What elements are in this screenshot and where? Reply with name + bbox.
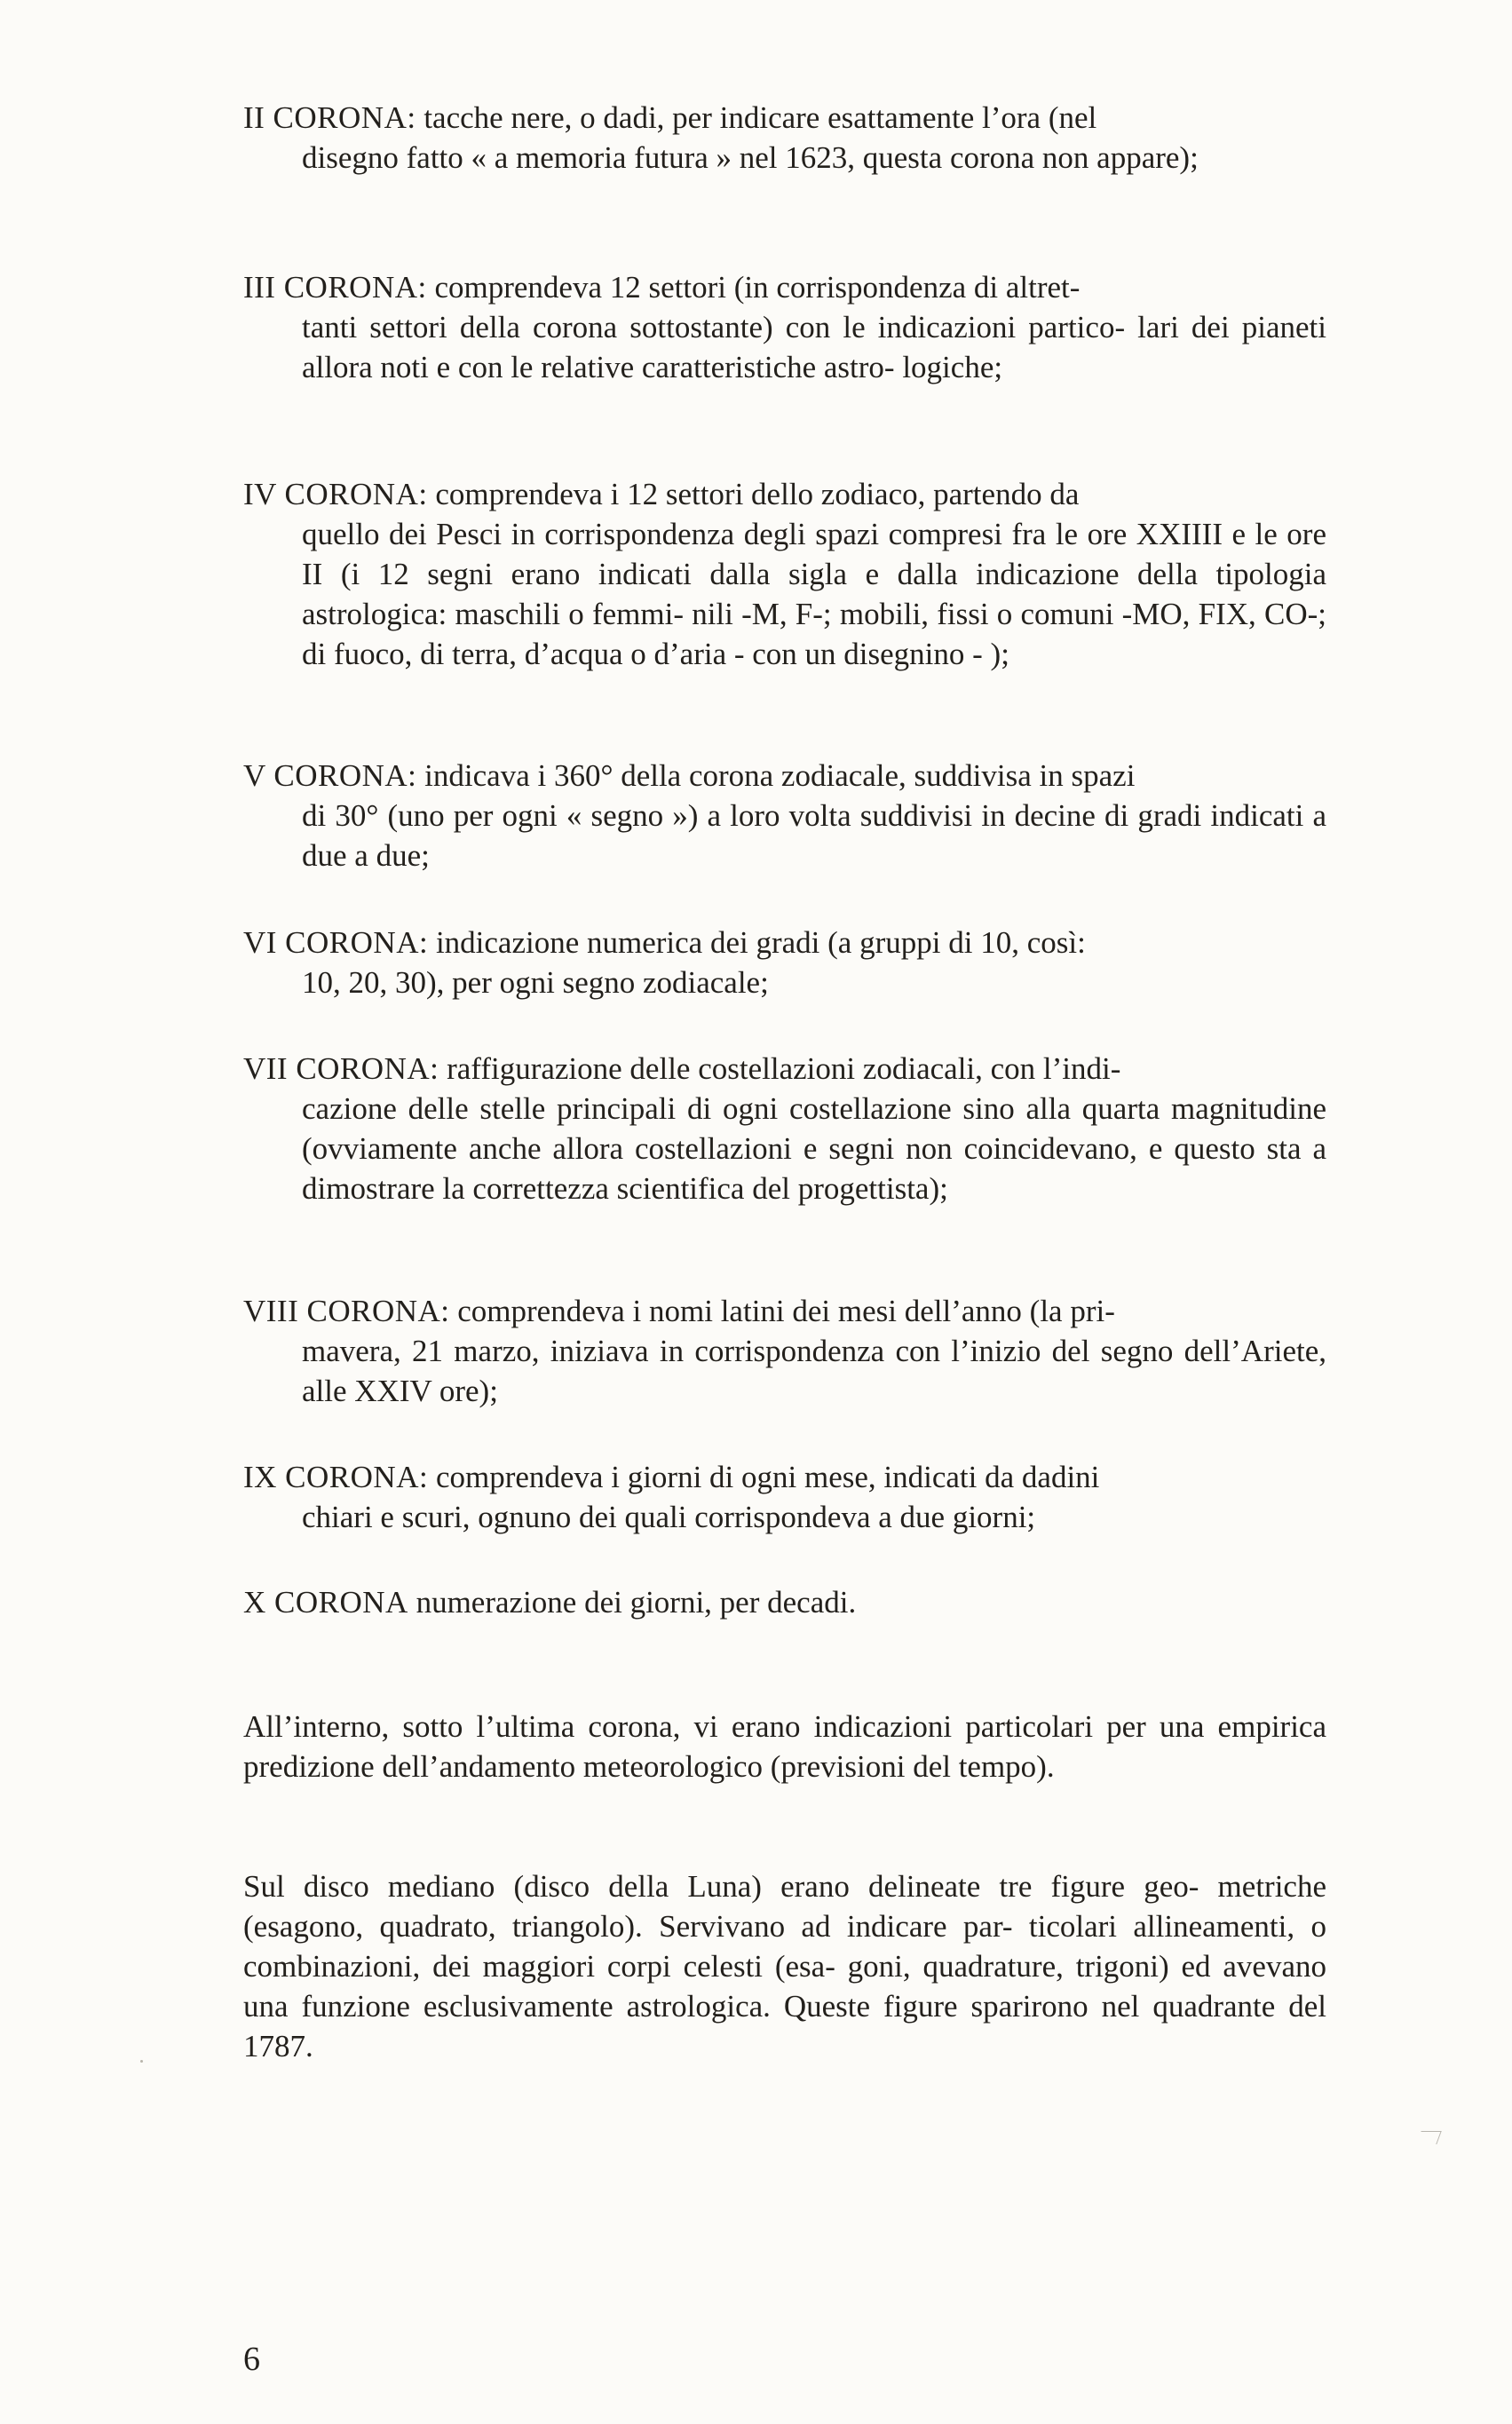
corona-iv-first-line: comprendeva i 12 settori dello zodiaco, partendo da xyxy=(435,477,1080,511)
corona-iii-heading: III CORONA: xyxy=(243,270,427,305)
corona-vii-heading: VII CORONA: xyxy=(243,1051,439,1086)
corona-viii-first-line: comprendeva i nomi latini dei mesi dell’anno (la pri- xyxy=(457,1294,1115,1328)
corona-vii xyxy=(243,1049,1326,1208)
corona-viii-text: mavera, 21 marzo, iniziava in corrispondenza con l’inizio del segno dell’Ariete, alle XXIV ore); xyxy=(302,1334,1326,1408)
corona-iv xyxy=(243,474,1326,674)
paragraph-interior: All’interno, sotto l’ultima corona, vi erano indicazioni particolari per una empirica predizione dell’andamento meteorologico (previsioni del tempo). xyxy=(243,1709,1326,1784)
corona-iii-first-line: comprendeva 12 settori (in corrispondenza di altret- xyxy=(434,270,1081,305)
corona-v-heading: V CORONA: xyxy=(243,758,417,793)
corona-x-first-line: numerazione dei giorni, per decadi. xyxy=(416,1585,857,1620)
corona-v-text: di 30° (uno per ogni « segno ») a loro volta suddivisi in decine di gradi indicati a due a due; xyxy=(302,798,1326,873)
corona-vii-first-line: raffigurazione delle costellazioni zodiacali, con l’indi- xyxy=(447,1051,1121,1086)
page-number: 6 xyxy=(243,2341,260,2378)
corona-ii-heading: II CORONA: xyxy=(243,100,416,135)
corona-iv-heading: IV CORONA: xyxy=(243,477,428,511)
corona-vii-text: cazione delle stelle principali di ogni costellazione sino alla quarta magnitudine (ovviamente anche allora costellazioni e segni non coincidevano, e questo sta a dimostrare la correttezza scientifica del progettista); xyxy=(302,1091,1326,1206)
corona-iii xyxy=(243,267,1326,387)
corona-ii-first-line: tacche nere, o dadi, per indicare esattamente l’ora (nel xyxy=(424,100,1097,135)
corona-x-heading: X CORONA xyxy=(243,1585,408,1620)
corona-ix-first-line: comprendeva i giorni di ogni mese, indicati da dadini xyxy=(435,1460,1100,1494)
corona-ix xyxy=(243,1457,1326,1537)
corona-x xyxy=(243,1582,1326,1622)
paragraph-moon-disc: Sul disco mediano (disco della Luna) erano delineate tre figure geo- metriche (esagono, quadrato, triangolo). Servivano ad indicare par- ticolari allineamenti, o combinazioni, dei maggiori corpi celesti (esa- goni, quadrature, trigoni) ed avevano una funzione esclusivamente astrologica. Queste figure sparirono nel quadrante del 1787. xyxy=(243,1869,1326,2064)
corona-v xyxy=(243,756,1326,875)
corona-vi-first-line: indicazione numerica dei gradi (a gruppi di 10, così: xyxy=(435,925,1086,960)
corona-viii xyxy=(243,1291,1326,1411)
corona-iv-text: quello dei Pesci in corrispondenza degli spazi compresi fra le ore XXIIII e le ore II (i 12 segni erano indicati dalla sigla e dalla indicazione della tipologia astrologica: maschili o femmi- nili -M, F-; mobili, fissi o comuni -MO, FIX, CO-; di fuoco, di terra, d’acqua o d’aria - con un disegnino - ); xyxy=(302,517,1326,671)
corona-ix-text: chiari e scuri, ognuno dei quali corrispondeva a due giorni; xyxy=(302,1500,1036,1534)
corona-ii-text: disegno fatto « a memoria futura » nel 1623, questa corona non appare); xyxy=(302,140,1199,175)
corona-ix-heading: IX CORONA: xyxy=(243,1460,429,1494)
corona-vi xyxy=(243,923,1326,1002)
corner-crop-mark xyxy=(1416,2131,1441,2144)
margin-speck xyxy=(140,2060,143,2063)
corona-vi-text: 10, 20, 30), per ogni segno zodiacale; xyxy=(302,965,769,1000)
corona-iii-text: tanti settori della corona sottostante) con le indicazioni partico- lari dei pianeti allora noti e con le relative caratteristiche astro- logiche; xyxy=(302,310,1326,384)
corona-vi-heading: VI CORONA: xyxy=(243,925,429,960)
corona-v-first-line: indicava i 360° della corona zodiacale, suddivisa in spazi xyxy=(424,758,1136,793)
corona-viii-heading: VIII CORONA: xyxy=(243,1294,450,1328)
corona-ii xyxy=(243,98,1326,178)
